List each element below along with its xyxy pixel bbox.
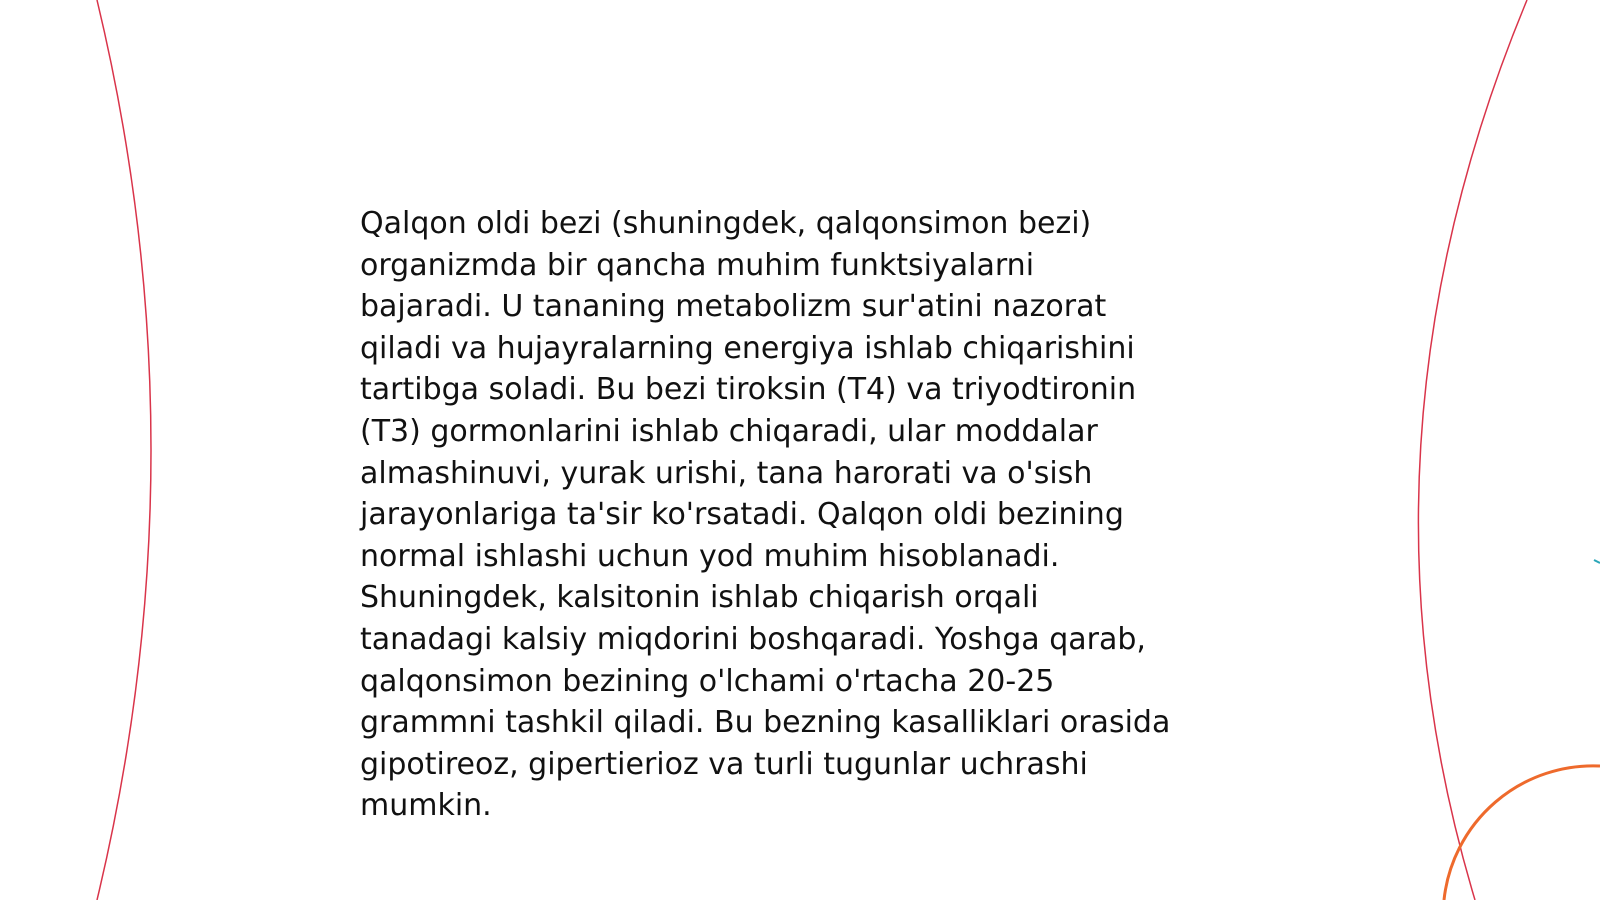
body-paragraph: Qalqon oldi bezi (shuningdek, qalqonsimon bezi) organizmda bir qancha muhim funktsiyalarni bajaradi. U tananing metabolizm sur'atini nazorat qiladi va hujayralarning energiya ishlab chiqarishini tartibga soladi. Bu bezi tiroksin (T4) va triyodtironin (T3) gormonlarini ishlab chiqaradi, ular moddalar almashinuvi, yurak urishi, tana harorati va o'sish jarayonlariga ta'sir ko'rsatadi. Qalqon oldi bezining normal ishlashi uchun yod muhim hisoblanadi. Shuningdek, kalsitonin ishlab chiqarish orqali tanadagi kalsiy miqdorini boshqaradi. Yoshga qarab, qalqonsimon bezining o'lchami o'rtacha 20-25 grammni tashkil qiladi. Bu bezning kasalliklari orasida gipotireoz, gipertierioz va turli tugunlar uchrashi mumkin. — [360, 206, 1171, 824]
right-arc — [1418, 0, 1527, 900]
orange-circle-arc — [1444, 766, 1600, 900]
left-arc — [97, 0, 151, 900]
teal-accent-mark — [1594, 560, 1600, 563]
